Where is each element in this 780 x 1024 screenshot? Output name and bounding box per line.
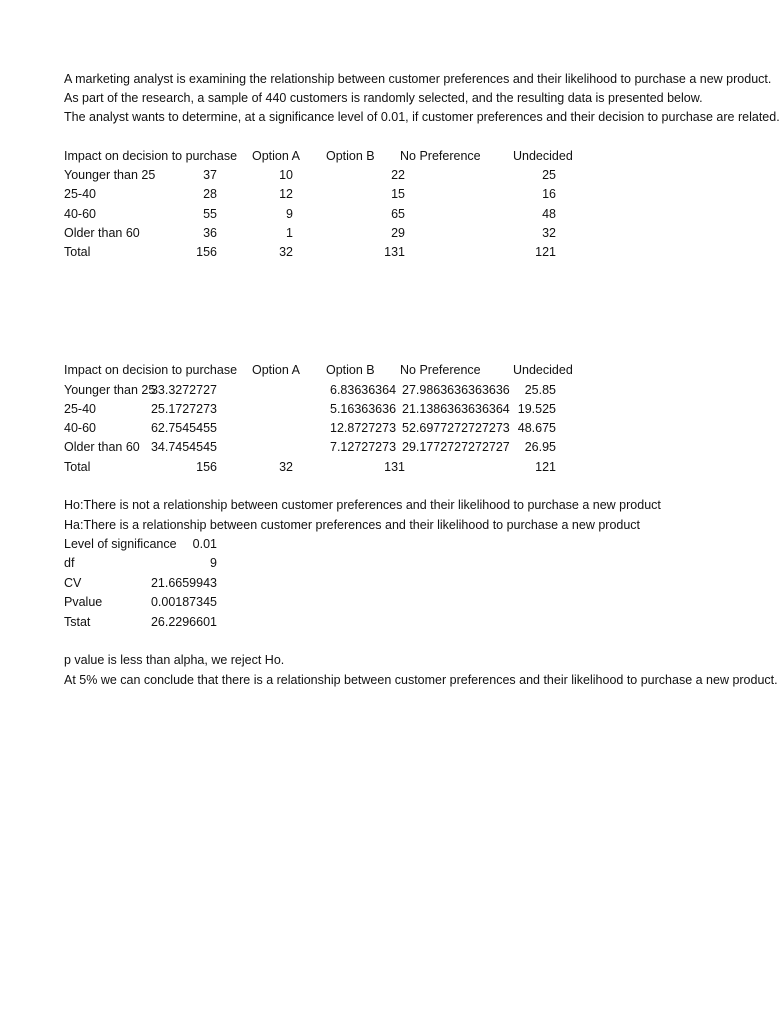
table-cell: 19.525 bbox=[517, 402, 556, 416]
table-cell: 29.1772727272727 bbox=[402, 440, 510, 454]
intro-line: As part of the research, a sample of 440 customers is randomly selected, and the resulting data is presented below. bbox=[64, 91, 703, 105]
table-header: Option A bbox=[252, 363, 300, 377]
table-header: Undecided bbox=[513, 363, 573, 377]
table-cell: 12 bbox=[279, 187, 293, 201]
stat-label: Pvalue bbox=[64, 595, 103, 609]
table-header: No Preference bbox=[400, 363, 481, 377]
table-cell: 36 bbox=[203, 226, 217, 240]
table-cell: 21.1386363636364 bbox=[402, 402, 510, 416]
row-label: Total bbox=[64, 245, 91, 259]
table-cell: 121 bbox=[535, 245, 556, 259]
table-cell: 37 bbox=[203, 168, 217, 182]
table-cell: 121 bbox=[535, 460, 556, 474]
table-cell: 9 bbox=[286, 207, 293, 221]
table-cell: 5.16363636 bbox=[330, 402, 397, 416]
table-cell: 131 bbox=[384, 460, 405, 474]
table-cell: 15 bbox=[391, 187, 405, 201]
table-cell: 131 bbox=[384, 245, 405, 259]
table-cell: 55 bbox=[203, 207, 217, 221]
table-header: Undecided bbox=[513, 149, 573, 163]
table-cell: 48 bbox=[542, 207, 556, 221]
table-cell: 16 bbox=[542, 187, 556, 201]
table-cell: 25.85 bbox=[524, 383, 556, 397]
row-label: 40-60 bbox=[64, 421, 96, 435]
table-cell: 12.8727273 bbox=[330, 421, 397, 435]
table-header: Option A bbox=[252, 149, 300, 163]
null-hypothesis: Ho:There is not a relationship between customer preferences and their likelihood to purchase a new product bbox=[64, 498, 661, 512]
stat-value: 21.6659943 bbox=[150, 576, 217, 590]
row-label: Younger than 25 bbox=[64, 383, 156, 397]
row-label: Older than 60 bbox=[64, 226, 140, 240]
table-cell: 1 bbox=[286, 226, 293, 240]
table-cell: 25.1727273 bbox=[150, 402, 217, 416]
stat-value: 9 bbox=[210, 556, 217, 570]
table-header: Option B bbox=[326, 149, 375, 163]
table-cell: 10 bbox=[279, 168, 293, 182]
table-cell: 32 bbox=[542, 226, 556, 240]
table-cell: 27.9863636363636 bbox=[402, 383, 510, 397]
row-label: 25-40 bbox=[64, 402, 96, 416]
table-cell: 6.83636364 bbox=[330, 383, 397, 397]
table-cell: 25 bbox=[542, 168, 556, 182]
table-cell: 65 bbox=[391, 207, 405, 221]
table-cell: 28 bbox=[203, 187, 217, 201]
table-header: Impact on decision to purchase bbox=[64, 363, 238, 377]
table-cell: 34.7454545 bbox=[150, 440, 217, 454]
table-header: No Preference bbox=[400, 149, 481, 163]
table-cell: 33.3272727 bbox=[150, 383, 217, 397]
table-cell: 62.7545455 bbox=[150, 421, 217, 435]
table-cell: 29 bbox=[391, 226, 405, 240]
row-label: Total bbox=[64, 460, 91, 474]
conclusion-line: p value is less than alpha, we reject Ho. bbox=[64, 653, 285, 667]
table-cell: 22 bbox=[391, 168, 405, 182]
table-cell: 32 bbox=[279, 245, 293, 259]
stat-label: df bbox=[64, 556, 75, 570]
table-header: Option B bbox=[326, 363, 375, 377]
table-cell: 48.675 bbox=[517, 421, 556, 435]
stat-label: Level of significance bbox=[64, 537, 177, 551]
table-cell: 156 bbox=[196, 245, 217, 259]
table-cell: 52.6977272727273 bbox=[402, 421, 510, 435]
stat-label: Tstat bbox=[64, 615, 91, 629]
intro-line: A marketing analyst is examining the relationship between customer preferences and their likelihood to purchase a new product. bbox=[64, 72, 772, 86]
stat-value: 0.01 bbox=[192, 537, 217, 551]
conclusion-line: At 5% we can conclude that there is a relationship between customer preferences and their likelihood to purchase a new product. bbox=[64, 673, 778, 687]
row-label: Younger than 25 bbox=[64, 168, 156, 182]
row-label: 25-40 bbox=[64, 187, 96, 201]
row-label: Older than 60 bbox=[64, 440, 140, 454]
intro-line: The analyst wants to determine, at a significance level of 0.01, if customer preferences and their decision to purchase are related. bbox=[64, 110, 780, 124]
table-header: Impact on decision to purchase bbox=[64, 149, 238, 163]
stat-label: CV bbox=[64, 576, 82, 590]
alternative-hypothesis: Ha:There is a relationship between customer preferences and their likelihood to purchase a new product bbox=[64, 518, 641, 532]
table-cell: 32 bbox=[279, 460, 293, 474]
stat-value: 0.00187345 bbox=[150, 595, 217, 609]
stat-value: 26.2296601 bbox=[150, 615, 217, 629]
table-cell: 156 bbox=[196, 460, 217, 474]
row-label: 40-60 bbox=[64, 207, 96, 221]
table-cell: 26.95 bbox=[524, 440, 556, 454]
table-cell: 7.12727273 bbox=[330, 440, 397, 454]
